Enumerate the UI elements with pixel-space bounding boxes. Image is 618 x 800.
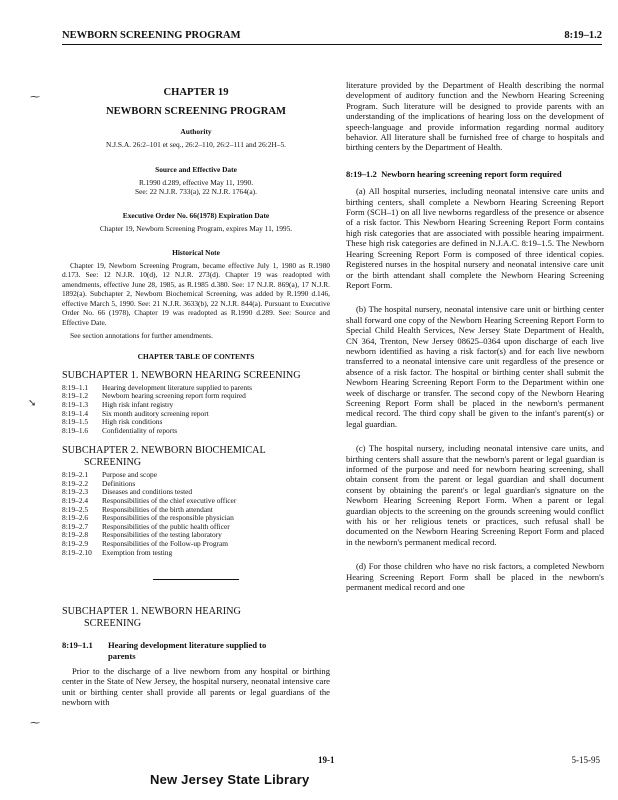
header-section: 8:19–1.2	[564, 30, 602, 41]
toc-entry: 8:19–2.10 Exemption from testing	[62, 547, 173, 557]
executive-order-text: Chapter 19, Newborn Screening Program, expires May 11, 1995.	[99, 224, 293, 234]
toc-subchapter-1-title: SUBCHAPTER 1. NEWBORN HEARING SCREENING	[62, 369, 301, 381]
executive-order-heading: Executive Order No. 66(1978) Expiration Date	[122, 210, 270, 220]
running-header	[62, 30, 602, 44]
toc-entry: 8:19–2.1 Purpose and scope	[62, 470, 158, 480]
toc-entry: 8:19–2.4 Responsibilities of the chief executive officer	[62, 496, 237, 506]
toc-entry: 8:19–2.3 Diseases and conditions tested	[62, 487, 193, 497]
toc-entry: 8:19–2.9 Responsibilities of the Follow-up Program	[62, 539, 229, 549]
toc-subchapter-2-title: SUBCHAPTER 2. NEWBORN BIOCHEMICAL SCREENING	[62, 445, 266, 469]
historical-note-heading: Historical Note	[172, 247, 220, 257]
section-8-19-1-1-heading: 8:19–1.1 Hearing development literature supplied to parents	[62, 640, 267, 661]
source-heading: Source and Effective Date	[155, 164, 237, 174]
toc-entry: 8:19–2.7 Responsibilities of the public health officer	[62, 521, 230, 531]
chapter-number: CHAPTER 19	[163, 87, 229, 98]
left-column	[62, 80, 330, 708]
paragraph-d: (d) For those children who have no risk factors, a completed Newborn Hearing Screening Report Form shall be placed in the newborn's permanent medical record and one	[346, 561, 604, 593]
authority-text: N.J.S.A. 26:2–101 et seq., 26:2–110, 26:2–111 and 26:2H–5.	[105, 140, 287, 150]
toc-entry: 8:19–1.6 Confidentiality of reports	[62, 425, 178, 435]
toc-entry: 8:19–2.6 Responsibilities of the responsible physician	[62, 513, 234, 523]
right-column	[346, 80, 604, 592]
toc-entry: 8:19–2.8 Responsibilities of the testing laboratory	[62, 530, 222, 540]
margin-mark-icon: ⁓	[30, 718, 40, 729]
paragraph-c: (c) The hospital nursery, including neonatal intensive care units, and birthing centers shall assure that the newborn's parent or legal guardian is informed of the purpose and need for newborn hearing screening, shall obtain consent from the parent or legal guardian and shall document consent by obtaining the parent's or legal guardian's signature on the Newborn Hearing Screening Report Form. When a parent or legal guardian objects to the screening on the grounds screening would conflict with his or her religious tenets or practices, such refusal shall be documented on the Newborn Hearing Screening Report Form and placed in the newborn's permanent medical record.	[346, 443, 604, 547]
source-line-2: See: 22 N.J.R. 733(a), 22 N.J.R. 1764(a).	[135, 187, 257, 197]
toc-entry: 8:19–1.1 Hearing development literature supplied to parents	[62, 382, 253, 392]
see-annotations: See section annotations for further amendments.	[70, 330, 213, 340]
continued-paragraph: literature provided by the Department of Health describing the normal development of auditory function and the Newborn Hearing Screening Program. Such literature will be designed to provide parents with an understanding of the implications of hearing loss on the development of speech-language and provide information regarding normal auditory behavior. All literature shall be furnished free of charge to hospitals and birthing centers by the Department of Health.	[346, 80, 604, 153]
toc-entry: 8:19–2.5 Responsibilities of the birth attendant	[62, 504, 213, 514]
toc-entry: 8:19–1.5 High risk conditions	[62, 417, 163, 427]
toc-entry: 8:19–2.2 Definitions	[62, 478, 136, 488]
section-8-19-1-1-text: Prior to the discharge of a live newborn from any hospital or birthing center in the State of New Jersey, the hospital nursery, neonatal intensive care unit or birthing center shall provide all parents or legal guardians of the newborn with	[62, 666, 330, 708]
toc-subchapter-2	[62, 471, 330, 557]
header-title: NEWBORN SCREENING PROGRAM	[62, 30, 241, 41]
header-rule	[62, 44, 602, 45]
margin-arrow-icon: ➘	[28, 398, 37, 409]
paragraph-a: (a) All hospital nurseries, including neonatal intensive care units and birthing centers, shall complete a Newborn Hearing Screening Report Form (SCH–1) on all live newborns regardless of the presence or absence of a risk factor. This Newborn Hearing Screening Report Form contains high risk categories that are associated with possible hearing impairment. These high risk categories are defined in N.J.A.C. 8:19–1.5. The Newborn Hearing Screening Report Form is composed of three identical copies. Registered nurses in the hospital nursery and neonatal intensive care unit or the birth attendant shall complete the Newborn Hearing Screening Report Form.	[346, 186, 604, 290]
program-title: NEWBORN SCREENING PROGRAM	[105, 106, 287, 118]
section-divider	[153, 579, 239, 580]
source-line-1: R.1990 d.289, effective May 11, 1990.	[138, 178, 254, 188]
historical-note-text: Chapter 19, Newborn Screening Program, became effective July 1, 1980 as R.1980 d.173. See: 12 N.J.R. 10(d), 12 N.J.R. 273(d). Chapter 19 was readopted with amendments, effective June 28, 1985, as R.1985 d.380. See: 17 N.J.R. 869(a), 17 N.J.R. 1892(a). Subchapter 2, Newborn Biochemical Screening, was added by R.1990 d.146, effective March 5, 1990. See: 21 N.J.R. 3633(b), 22 N.J.R. 844(a). Pursuant to Executive Order No. 66 (1978), Chapter 19 was readopted as R.1990 d.289. See: Source and Effective Date.	[62, 261, 330, 327]
margin-mark-icon: ⁓	[30, 92, 40, 103]
toc-entry: 8:19–1.2 Newborn hearing screening report form required	[62, 391, 246, 401]
section-8-19-1-2-heading: 8:19–1.2 Newborn hearing screening report form required	[346, 168, 562, 179]
toc-entry: 8:19–1.3 High risk infant registry	[62, 399, 174, 409]
toc-entry: 8:19–1.4 Six month auditory screening report	[62, 408, 209, 418]
page-number: 19-1	[318, 755, 335, 765]
toc-subchapter-1	[62, 384, 330, 436]
subchapter-1-title: SUBCHAPTER 1. NEWBORN HEARING SCREENING	[62, 606, 241, 630]
footer-date: 5-15-95	[571, 755, 600, 765]
paragraph-b: (b) The hospital nursery, neonatal intensive care unit or birthing center shall forward one copy of the Newborn Hearing Screening Report Form to Special Child Health Services, New Jersey State Department of Health, CN 364, Trenton, New Jersey 08625–0364 upon discharge of each live newborn identified as having a risk factor(s) and for each live newborn transferred to a neonatal intensive care unit regardless of the presence or absence of a risk factor. The hospital or birthing center shall submit the Newborn Hearing Screening Report Form to the Department within one week of discharge or transfer. The second copy of the Newborn Hearing Screening Report Form shall be placed in the newborn's permanent medical record. The third copy shall be given to the infant's parent(s) or legal guardian.	[346, 304, 604, 429]
toc-heading: CHAPTER TABLE OF CONTENTS	[137, 352, 255, 362]
authority-heading: Authority	[180, 126, 212, 136]
library-stamp: New Jersey State Library	[150, 772, 310, 787]
